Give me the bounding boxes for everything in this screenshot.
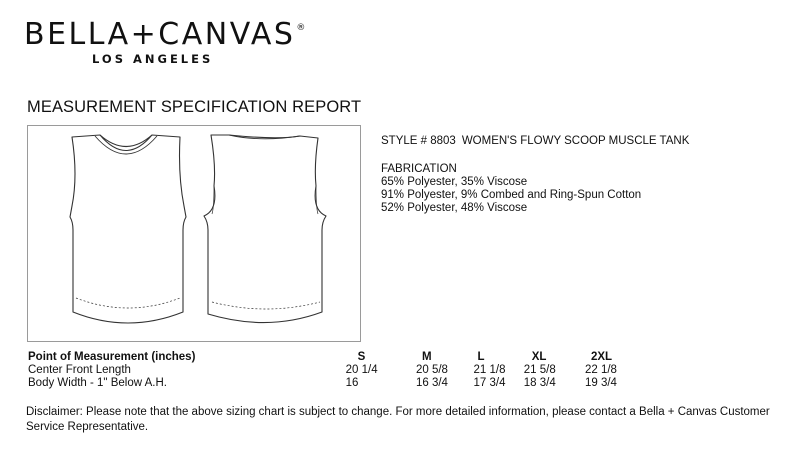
table-row (28, 364, 648, 377)
table-row (28, 377, 648, 390)
size-header-s: S (357, 351, 366, 363)
fabrication-line: 91% Polyester, 9% Combed and Ring-Spun Cotton (381, 189, 642, 201)
style-line (381, 134, 689, 148)
measurement-value: 21 1/8 (473, 364, 506, 376)
style-number: 8803 (430, 135, 456, 147)
brand-location: LOS ANGELES (92, 52, 214, 66)
measurement-value: 16 3/4 (415, 377, 448, 389)
registered-mark: ® (296, 23, 308, 33)
measurement-value: 18 3/4 (523, 377, 556, 389)
measurement-value: 20 5/8 (415, 364, 448, 376)
measurement-value: 16 (345, 377, 359, 389)
fabrication-heading: FABRICATION (381, 163, 457, 175)
point-of-measurement-header: Point of Measurement (inches) (28, 351, 196, 363)
brand-logo (24, 10, 308, 66)
size-header-l: L (477, 351, 485, 363)
measurement-label: Center Front Length (28, 364, 131, 376)
brand-name: BELLA+CANVAS® (24, 17, 308, 52)
table-header-row (28, 351, 648, 364)
measurement-value: 21 5/8 (523, 364, 556, 376)
measurement-value: 20 1/4 (345, 364, 378, 376)
report-title: MEASUREMENT SPECIFICATION REPORT (27, 98, 362, 116)
style-label: STYLE # (381, 135, 428, 147)
fabrication-line: 65% Polyester, 35% Viscose (381, 176, 528, 188)
size-header-2xl: 2XL (590, 351, 613, 363)
style-name: WOMEN'S FLOWY SCOOP MUSCLE TANK (461, 135, 690, 147)
disclaimer-text: Disclaimer: Please note that the above sizing chart is subject to change. For more detailed information, please contact a Bella + Canvas Customer Service Representative. (26, 406, 770, 433)
measurement-value: 19 3/4 (584, 377, 617, 389)
measurement-value: 17 3/4 (473, 377, 506, 389)
fabrication-line: 52% Polyester, 48% Viscose (381, 202, 528, 214)
size-header-m: M (421, 351, 432, 363)
size-header-xl: XL (531, 351, 547, 363)
measurement-value: 22 1/8 (584, 364, 617, 376)
tank-sketch (28, 126, 362, 343)
front-view-sketch (70, 135, 186, 323)
garment-sketch-panel (27, 125, 361, 342)
measurement-table (28, 351, 648, 390)
back-view-sketch (204, 135, 326, 323)
measurement-label: Body Width - 1" Below A.H. (28, 377, 167, 389)
